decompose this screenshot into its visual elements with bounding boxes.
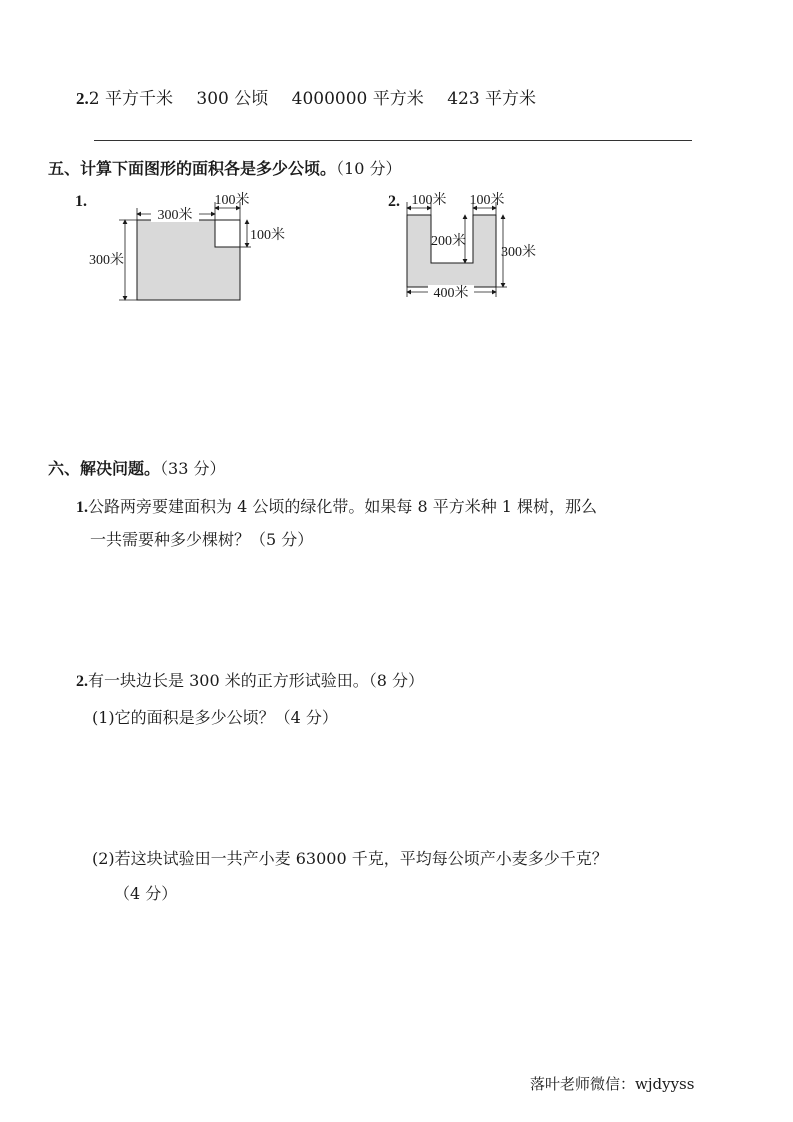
- question2-sub2-line2: （4 分）: [114, 884, 178, 903]
- figure1-notch-width-label: 100米: [214, 193, 250, 208]
- section5-score: （10 分）: [336, 159, 402, 178]
- figure1-diagram: [85, 190, 305, 310]
- answer-item: 4000000 平方米: [291, 89, 424, 109]
- section6-title: 六、解决问题。: [48, 459, 161, 478]
- section6-score: （33 分）: [160, 459, 226, 478]
- divider: [94, 140, 692, 141]
- answer-item: 423 平方米: [447, 89, 537, 109]
- figure1-width-label: 300米: [157, 208, 193, 223]
- figure1-height-label: 300米: [89, 253, 124, 268]
- question2-text: 有一块边长是 300 米的正方形试验田。（8 分）: [88, 671, 424, 690]
- figure1-notch-height-label: 100米: [250, 228, 285, 243]
- figure2-left-width-label: 100米: [411, 193, 447, 208]
- question2-sub2-line1: (2)若这块试验田一共产小麦 63000 千克，平均每公顷产小麦多少千克？: [92, 849, 608, 868]
- figure2-shape: [407, 215, 496, 287]
- answer-item: 300 公顷: [196, 89, 269, 109]
- question2-index: 2.: [76, 673, 88, 690]
- question2: [76, 668, 424, 691]
- question1-index: 1.: [76, 499, 88, 516]
- question1-line2: 一共需要种多少棵树？（5 分）: [90, 530, 314, 549]
- figure2-bottom-width-label: 400米: [433, 286, 469, 301]
- figure2-right-width-label: 100米: [469, 193, 505, 208]
- question1: [76, 494, 597, 517]
- question1-line1: 公路两旁要建面积为 4 公顷的绿化带。如果每 8 平方米种 1 棵树，那么: [88, 497, 598, 516]
- section5-heading: [48, 156, 401, 179]
- question2-sub1: (1)它的面积是多少公顷？（4 分）: [92, 708, 338, 727]
- answer-line-index: 2.: [76, 89, 89, 108]
- section6-heading: [48, 456, 225, 479]
- figure1-index: 1.: [75, 193, 87, 210]
- section5-title: 五、计算下面图形的面积各是多少公顷。: [48, 159, 337, 178]
- figure2-height-label: 300米: [501, 245, 536, 260]
- figure2-diagram: [395, 190, 555, 305]
- figure2-inner-height-label: 200米: [431, 234, 466, 249]
- figure2-index: 2.: [388, 193, 400, 210]
- footer-contact: 落叶老师微信：wjdyyss: [530, 1075, 695, 1093]
- answer-item: 2 平方千米: [88, 89, 173, 109]
- answer-line: [76, 84, 536, 109]
- figure1-notch: [215, 220, 240, 247]
